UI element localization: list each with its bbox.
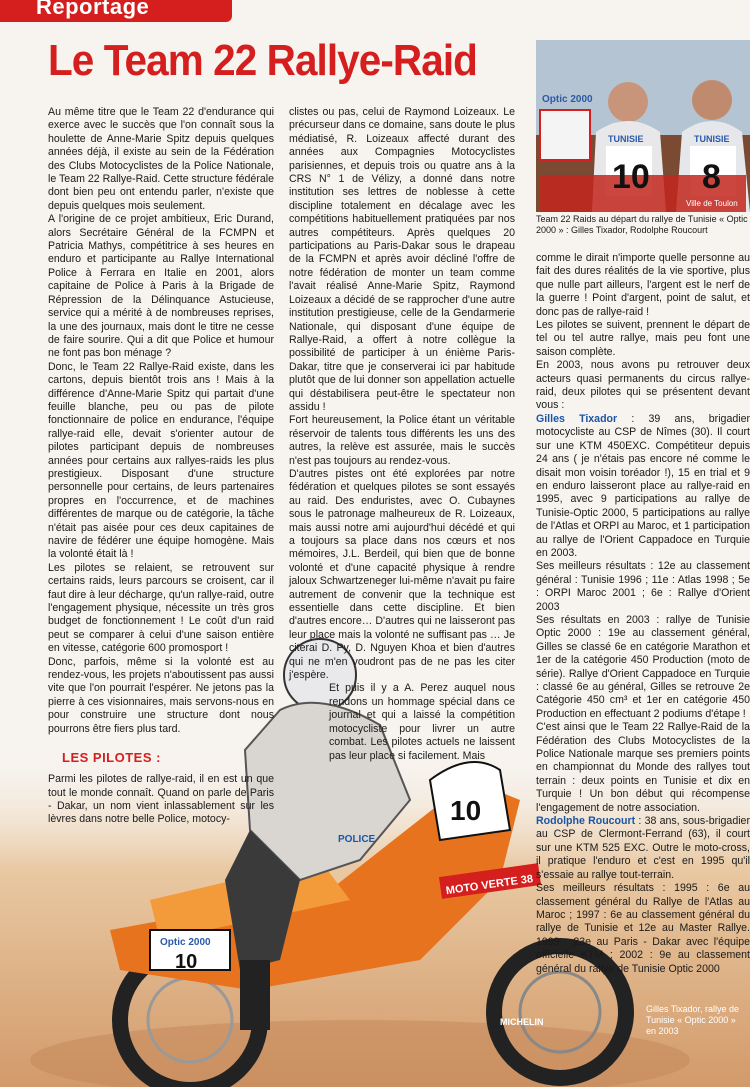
column-1 <box>48 106 274 827</box>
paragraph: Donc, parfois, même si la volonté est au rendez-vous, les projets n'aboutissent pas aussi vite que l'on pourrait l'espérer. Ne jetons pas la pierre à ces visionnaires, mais servons-nous en pour construire une structure dont nous pourrons être fiers plus tard. <box>48 655 274 735</box>
paragraph: Parmi les pilotes de rallye-raid, il en est un que tout le monde connaît. Quand on parle de Paris - Dakar, un nom vient inlassablement sur les lèvres dans notre belle Police, motocy- <box>48 773 274 826</box>
column-2 <box>289 106 515 763</box>
bike-label-police: POLICE <box>338 834 376 845</box>
photo-bib-10: 10 <box>612 158 650 196</box>
tire-label-michelin: MICHELIN <box>500 1017 544 1027</box>
bike-number-side: 10 <box>175 951 198 973</box>
paragraph: Les pilotes se suivent, prennent le départ de tel ou tel autre rallye, mais peu font une saison complète. <box>536 319 750 358</box>
paragraph: Ses meilleurs résultats : 12e au classement général : Tunisie 1996 ; 11e : Atlas 1998 ; 5e : ORPI Maroc 2001 ; 6e : Rallye d'Orient 2003 <box>536 560 750 613</box>
team-photo-illustration <box>536 40 750 212</box>
paragraph: C'est ainsi que le Team 22 Rallye-Raid de la Fédération des Clubs Motocyclistes de la Police Nationale marque ses premiers points en championnat du Monde des rallyes tout terrain : deux points en Tunisie et dix en Turquie ! Un bon début qui récompense l'engagement de notre association. <box>536 721 750 814</box>
paragraph: Les pilotes se relaient, se retrouvent sur certains raids, leurs parcours se croisent, car il faut dire à leur décharge, qu'un rallye-raid, outre l'engagement physique, nécessite un très gros budget de fonctionnement ! Le coût d'un raid peut se comparer à celui d'une saison entière en vitesse, catégorie 600 promosport ! <box>48 561 274 655</box>
pilot-bio-tixador: : 39 ans, brigadier motocycliste au CSP de Nîmes (30). Il court sur une KTM 450EXC. Compétiteur depuis 24 ans ( je n'étais pas encore né comme le disait mon voisin toréador !), 15 en trial et 9 en enduro laisseront place au rallye-raid en 1995, avec 9 participations au rallye de Tunisie-Optic 2000, 5 participations au rallye de l'Atlas et ORPI au Maroc, et 1 participation au rallye de l'Orient Cappadoce en Turquie en 2003. <box>536 412 750 559</box>
section-tag <box>0 0 232 22</box>
photo-label-tunisie-1: TUNISIE <box>608 134 644 144</box>
section-label: Reportage <box>36 0 150 19</box>
column-3 <box>536 252 750 976</box>
team-photo-caption: Team 22 Raids au départ du rallye de Tunisie « Optic 2000 » : Gilles Tixador, Rodolphe Roucourt <box>536 214 748 235</box>
bike-label-moto-verte: MOTO VERTE 38 <box>445 873 534 898</box>
team-photo <box>536 40 750 212</box>
paragraph: Ses meilleurs résultats : 1995 : 6e au classement général du Rallye de l'Atlas au Maroc ; 1997 : 6e au classement général du rallye de Tunisie et 12e au Master Rallye. 1999 : 23e au Paris - Dakar avec l'équipe officielle KTM ; 2002 : 9e au classement général du rallye de Tunisie Optic 2000 <box>536 882 750 975</box>
bike-label-optic: Optic 2000 <box>160 937 211 948</box>
paragraph: Et puis il y a A. Perez auquel nous rendons un hommage spécial dans ce journal et qui a laissé la compétition motocycliste pour livrer un autre combat. Les pilotes actuels ne laissent pas leur place si facilement. Mais <box>329 682 515 762</box>
paragraph: Fort heureusement, la Police étant un véritable réservoir de talents tous différents les uns des autres, la relève est assurée, mais le succès n'est pas toujours au rendez-vous. <box>289 414 515 467</box>
photo-label-optic: Optic 2000 <box>542 94 593 105</box>
section-heading-pilotes: LES PILOTES : <box>62 750 161 766</box>
article-title: Le Team 22 Rallye-Raid <box>48 36 477 85</box>
pilot-entry-tixador <box>536 413 750 560</box>
photo-bib-8: 8 <box>702 158 721 196</box>
paragraph: D'autres pistes ont été explorées par notre fédération et quelques pilotes se sont essayés au raid. Des enduristes, avec O. Cubaynes sous le patronage malheureux de R. Loizeaux, mais aussi notre ami aujourd'hui décédé et qui a toujours sa place dans nos cœurs et nos mémoires, J.L. Berdeil, qui bien que de bonne volonté et d'une capacité physique à rendre jaloux Schwartzeneger lui-même n'avait pu faire autrement de convenir que la technique est essentielle dans cette discipline. Et bien d'autres encore… D'autres qui ne laisseront pas leur place mais la volonté ne suffisant pas … Je citerai D. Py, D. Nguyen Khoa et bien d'autres qui ne m'en voudront pas de ne pas les citer j'espère. <box>289 467 515 682</box>
paragraph: En 2003, nous avons pu retrouver deux acteurs quasi permanents du circus rallye-raid, deux pilotes qui se présentent devant vous : <box>536 359 750 412</box>
pilot-entry-roucourt <box>536 815 750 882</box>
paragraph: comme le dirait n'importe quelle personne au fait des dures réalités de la vie sportive, plus que nulle part ailleurs, l'argent est le nerf de la guerre ! Point d'argent, point de salut, et donc pas de rallye-raid ! <box>536 252 750 318</box>
paragraph: Ses résultats en 2003 : rallye de Tunisie Optic 2000 : 19e au classement général, Gilles se classé 6e en catégorie Marathon et 1er de la catégorie 450 Production (moto de série). Rallye d'Orient Cappadoce en Turquie : classé 6e au général, Gilles se retrouve 2e Catégorie 450 cm³ et 1er en catégorie 450 Production en effectuant 2 podiums d'étape ! <box>536 613 750 720</box>
paragraph: Donc, le Team 22 Rallye-Raid existe, dans les cartons, depuis bientôt trois ans ! Mais à la différence d'Anne-Marie Spitz qui partait d'une feuille blanche, peu ou pas de pilote fonctionnaire de police en endurance, l'équipe rallye-raid elle, devait s'orienter autour de pilotes participant depuis de nombreuses années pour certains aux rallyes-raids les plus prestigieux. Disposant d'une structure personnelle pour certains, de leurs partenaires propres en l'occurrence, et de machines différentes de marque ou de catégorie, la tâche n'était pas aisée pour ces deux capitaines de navire de fédérer une équipe homogène. Mais la volonté était là ! <box>48 360 274 561</box>
photo-label-toulon: Ville de Toulon <box>686 199 738 208</box>
pilot-name-tixador: Gilles Tixador <box>536 412 618 425</box>
pilot-bio-roucourt: : 38 ans, sous-brigadier au CSP de Clermont-Ferrand (63), il court sur une KTM 525 EXC. Outre le moto-cross, il pratique l'enduro et c'est en 1995 qu'il s'essaie au rallye tout-terrain. <box>536 815 750 881</box>
bike-number-front: 10 <box>450 795 482 826</box>
paragraph: Au même titre que le Team 22 d'endurance qui exerce avec le succès que l'on connaît sous la houlette de Anne-Marie Spitz depuis quelques années déjà, il existe au sein de la Fédération des Clubs Motocyclistes de la Police Nationale, le Team 22 Rallye-Raid. Cette structure fédérale dont bien peu ont entendu parler, n'existe que depuis quelques mois seulement. <box>48 106 274 212</box>
paragraph: A l'origine de ce projet ambitieux, Eric Durand, alors Secrétaire Général de la FCMPN et Patricia Mathys, compétitrice à ses heures en enduro et participante au Rallye International Police à Ferrara en Italie en 2001, alors capitaine de Police à Paris à la Brigade de Répression de la Délinquance Astucieuse, service qui a mérité à de nombreuses reprises, la une des journaux, mais dont le titre ne cesse de faire sourire. Qui a dit que Police et humour ne font pas bon ménage ? <box>48 213 274 360</box>
photo-label-tunisie-2: TUNISIE <box>694 134 730 144</box>
rally-photo-caption: Gilles Tixador, rallye de Tunisie « Optic 2000 » en 2003 <box>646 1004 740 1036</box>
pilot-name-roucourt: Rodolphe Roucourt <box>536 815 636 828</box>
paragraph: clistes ou pas, celui de Raymond Loizeaux. Le précurseur dans ce domaine, sans doute le plus médiatisé, R. Loizeaux affecté durant des années aux Compagnies Motocyclistes parisiennes, et depuis trois ou quatre ans à la CRS N° 1 de Vélizy, a donné dans notre institution ses lettres de noblesse à cette discipline totalement en décalage avec les compétitions habituellement pratiquées par nos autres compétiteurs. Après quelques 20 participations au Paris-Dakar sous le drapeau de la FCMPN et après avoir décliné l'offre de notre fédération de monter un team comme l'avait réalisé Anne-Marie Spitz, Raymond Loizeaux a décidé de se rapprocher d'une autre institution prestigieuse, celle de la Gendarmerie Nationale, qui disposant d'une équipe de Rallye-Raid, a offert à notre collègue la possibilité de participer à un énième Paris-Dakar, titre que je conserverai ici par habitude plutôt que de lui donner son appellation actuelle qui déstabilisera peut-être le spectateur non assidu ! <box>289 106 515 413</box>
